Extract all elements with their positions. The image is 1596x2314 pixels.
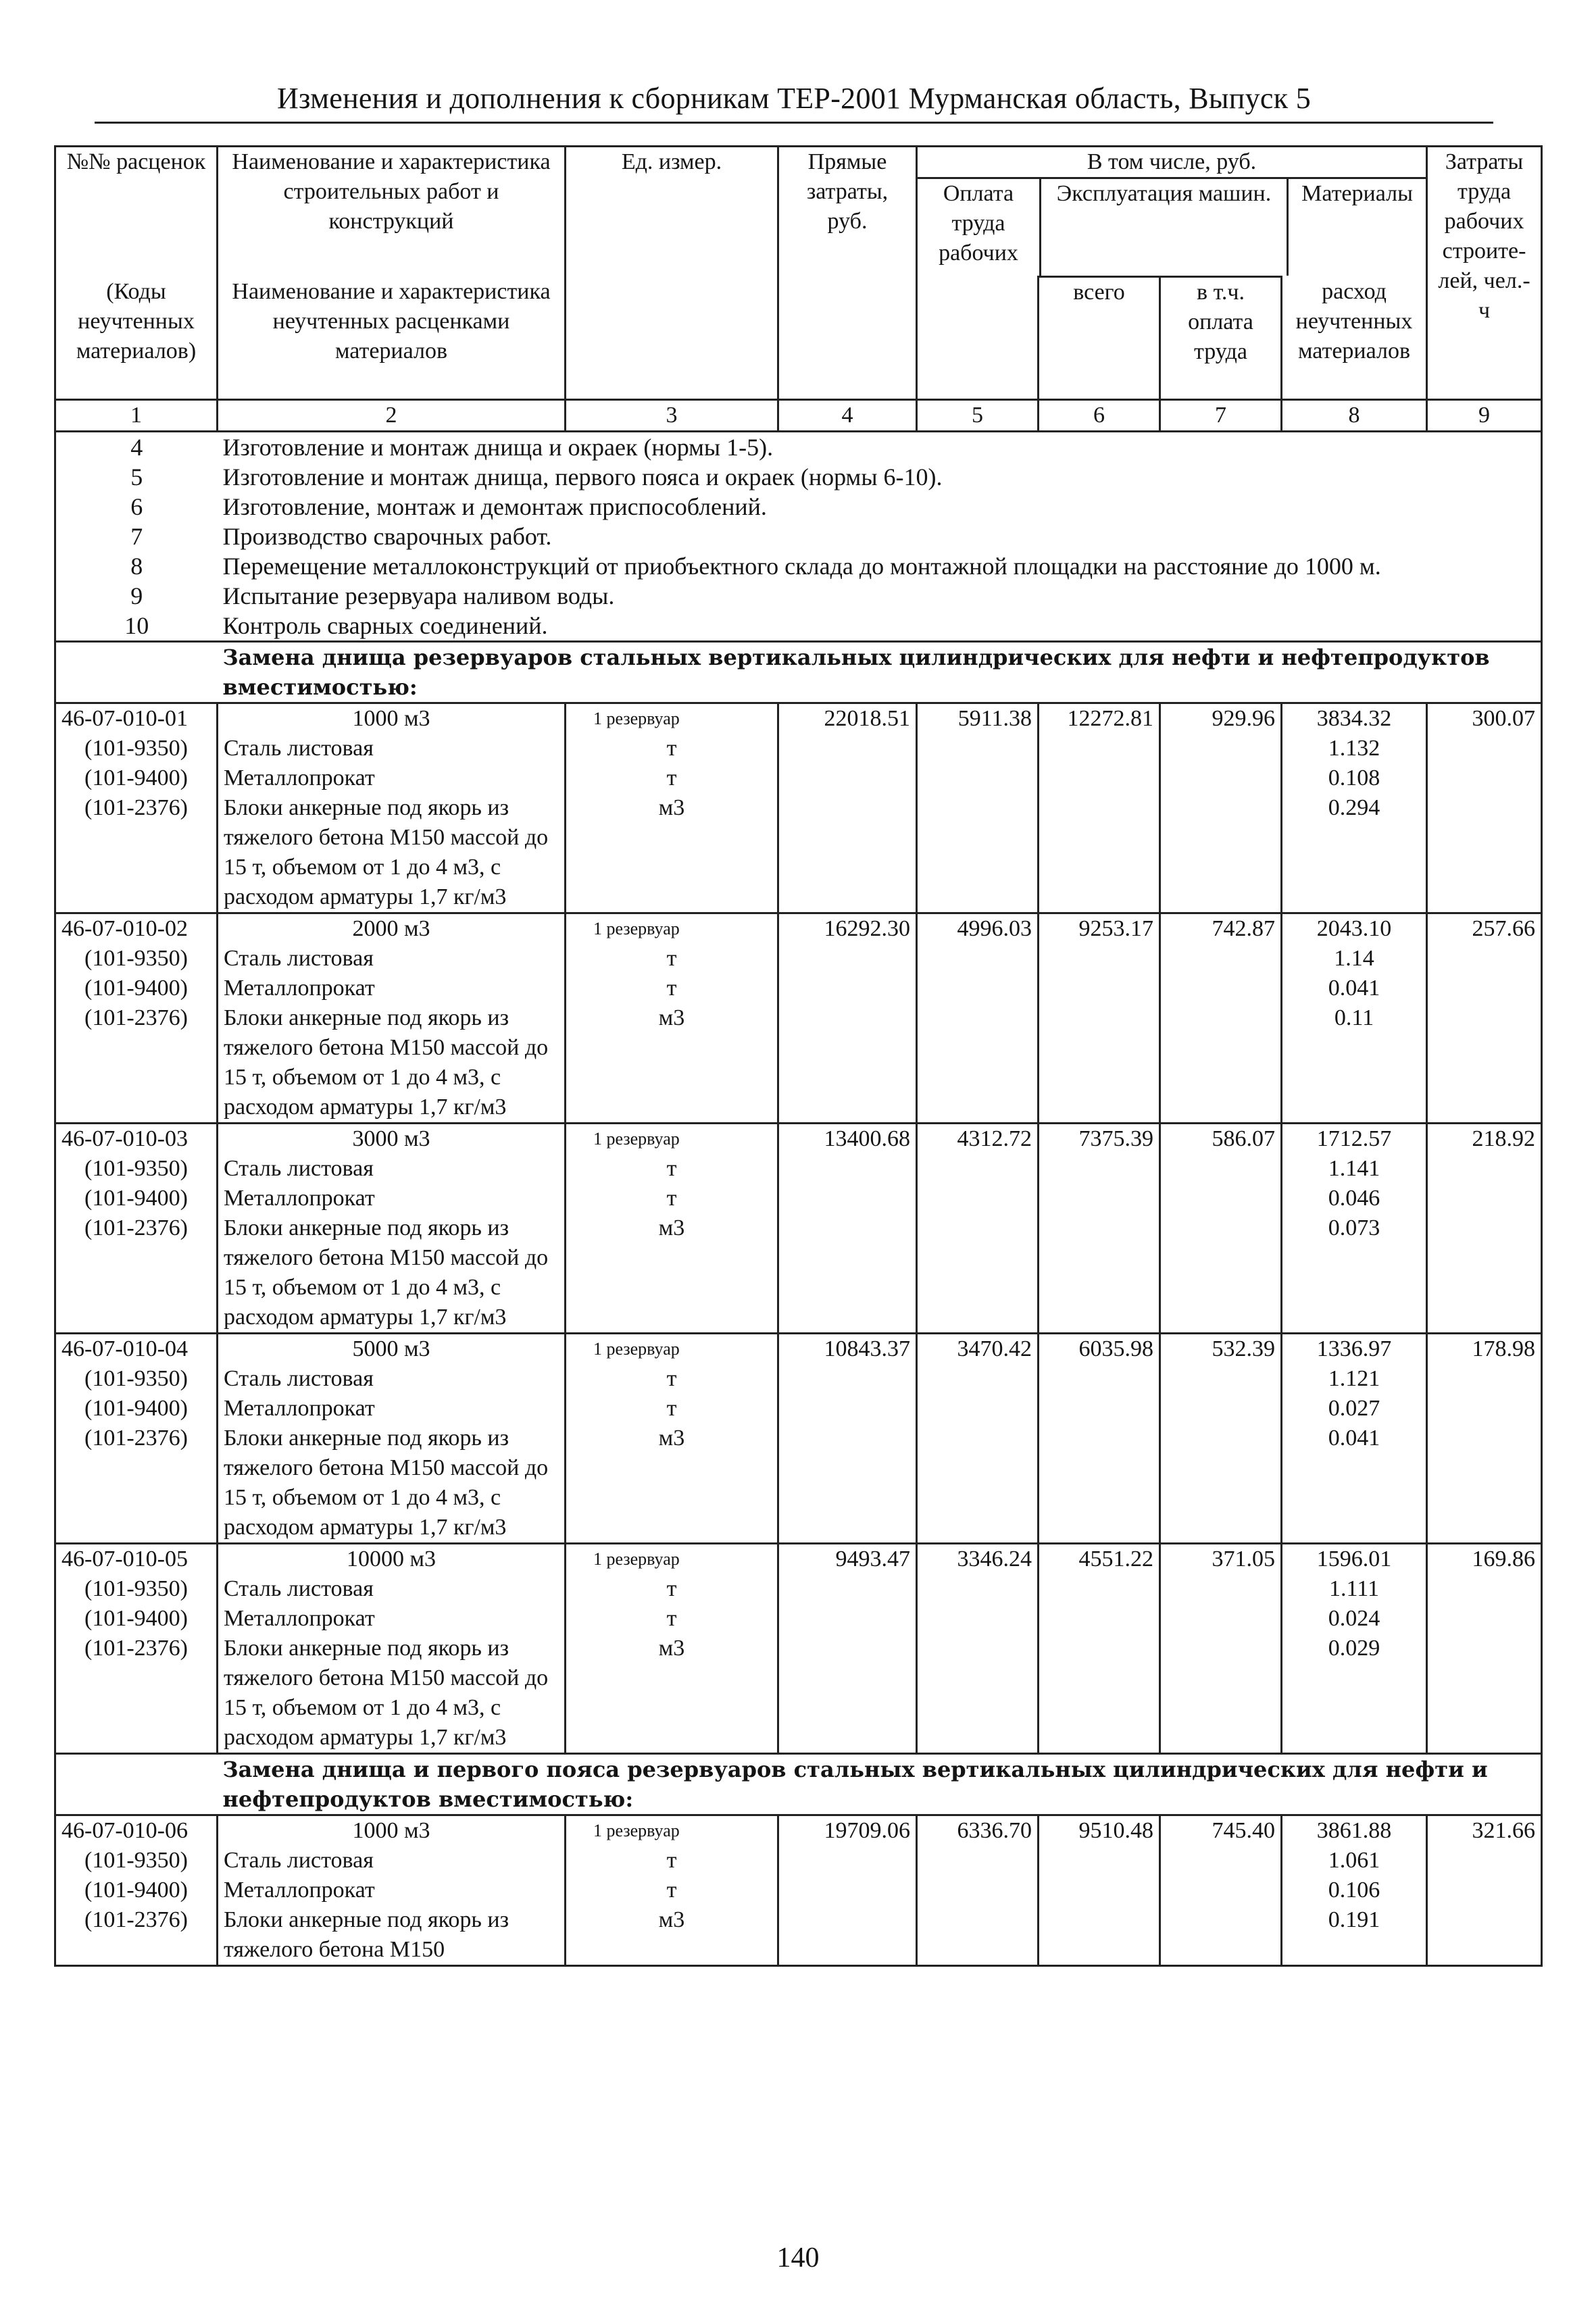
material-unit: м3 <box>566 1905 778 1966</box>
material-row <box>55 1213 1542 1334</box>
rate-machines-labor: 745.40 <box>1160 1815 1282 1846</box>
rate-unit: 1 резервуар <box>566 1123 778 1154</box>
material-qty: 0.027 <box>1282 1394 1427 1424</box>
empty-cell <box>778 1003 917 1124</box>
material-qty: 0.041 <box>1282 974 1427 1003</box>
empty-cell <box>917 734 1039 763</box>
col3-header: Ед. измер. <box>566 147 778 400</box>
rate-machines-labor: 742.87 <box>1160 913 1282 944</box>
note-number: 8 <box>55 551 218 581</box>
material-name: Сталь листовая <box>218 1364 566 1394</box>
material-name: Сталь листовая <box>218 1154 566 1184</box>
section-title: Замена днища и первого пояса резервуаров стальных вертикальных цилиндрических для нефти и нефтепродуктов вместимостью: <box>218 1753 1542 1815</box>
empty-cell <box>917 793 1039 913</box>
material-qty: 0.294 <box>1282 793 1427 913</box>
material-qty: 0.029 <box>1282 1634 1427 1754</box>
empty-cell <box>778 1364 917 1394</box>
material-qty: 0.041 <box>1282 1424 1427 1544</box>
col-number: 4 <box>778 399 917 431</box>
note-text: Перемещение металлоконструкций от приобъектного склада до монтажной площадки на расстояние до 1000 м. <box>218 551 1542 581</box>
material-unit: т <box>566 1574 778 1604</box>
col-number: 6 <box>1039 399 1160 431</box>
rate-materials: 1336.97 <box>1282 1333 1427 1364</box>
material-row <box>55 1003 1542 1124</box>
rate-row <box>55 1543 1542 1574</box>
col8-header-bottom: расход неучтенных материалов <box>1282 277 1427 400</box>
col6-group-header: Эксплуатация машин. <box>1041 179 1289 276</box>
rate-machines: 4551.22 <box>1039 1543 1160 1574</box>
note-row <box>55 522 1542 551</box>
rate-hours: 169.86 <box>1427 1543 1542 1574</box>
empty-cell <box>1427 944 1542 974</box>
empty-cell <box>1039 1213 1160 1334</box>
empty-cell <box>1039 1846 1160 1876</box>
page-number: 140 <box>776 2242 820 2273</box>
empty-cell <box>1160 1184 1282 1213</box>
material-qty: 0.11 <box>1282 1003 1427 1124</box>
material-row <box>55 1574 1542 1604</box>
material-row <box>55 1876 1542 1905</box>
material-unit: т <box>566 1394 778 1424</box>
empty-cell <box>1039 1003 1160 1124</box>
note-number: 5 <box>55 462 218 492</box>
material-code: (101-9350) <box>55 944 218 974</box>
col5-header: Оплата труда рабочих <box>918 179 1041 276</box>
material-qty: 0.108 <box>1282 763 1427 793</box>
material-row <box>55 1364 1542 1394</box>
empty-cell <box>778 1846 917 1876</box>
empty-cell <box>1160 1876 1282 1905</box>
col2-header-bottom: Наименование и характеристика неучтенных расценками материалов <box>218 277 566 400</box>
rate-code: 46-07-010-03 <box>55 1123 218 1154</box>
material-unit: т <box>566 1364 778 1394</box>
column-numbers-row <box>55 399 1542 431</box>
material-row <box>55 1905 1542 1966</box>
empty-cell <box>1160 793 1282 913</box>
empty-cell <box>1160 1213 1282 1334</box>
note-row <box>55 431 1542 462</box>
material-name: Сталь листовая <box>218 944 566 974</box>
col-number: 3 <box>566 399 778 431</box>
empty-cell <box>1039 1154 1160 1184</box>
empty-cell <box>917 763 1039 793</box>
material-code: (101-9350) <box>55 1846 218 1876</box>
empty-cell <box>1160 974 1282 1003</box>
material-qty: 1.121 <box>1282 1364 1427 1394</box>
col2-header-top: Наименование и характеристика строительных работ и конструкций <box>218 147 566 277</box>
rate-code: 46-07-010-05 <box>55 1543 218 1574</box>
material-qty: 0.106 <box>1282 1876 1427 1905</box>
empty-cell <box>1039 734 1160 763</box>
material-unit: т <box>566 1154 778 1184</box>
rate-direct: 22018.51 <box>778 703 917 734</box>
empty-cell <box>778 1574 917 1604</box>
empty-cell <box>778 1634 917 1754</box>
rate-labor: 6336.70 <box>917 1815 1039 1846</box>
note-number: 6 <box>55 492 218 522</box>
material-unit: м3 <box>566 1424 778 1544</box>
note-text: Изготовление и монтаж днища, первого пояса и окраек (нормы 6-10). <box>218 462 1542 492</box>
material-row <box>55 734 1542 763</box>
empty-cell <box>1160 1394 1282 1424</box>
rate-labor: 5911.38 <box>917 703 1039 734</box>
material-name: Блоки анкерные под якорь из тяжелого бетона М150 массой до 15 т, объемом от 1 до 4 м3, с расходом арматуры 1,7 кг/м3 <box>218 1634 566 1754</box>
rate-name: 1000 м3 <box>218 1815 566 1846</box>
col-number: 1 <box>55 399 218 431</box>
material-code: (101-9400) <box>55 1604 218 1634</box>
empty-cell <box>1427 1154 1542 1184</box>
empty-cell <box>1427 793 1542 913</box>
note-text: Производство сварочных работ. <box>218 522 1542 551</box>
rate-unit: 1 резервуар <box>566 1815 778 1846</box>
material-code: (101-9400) <box>55 763 218 793</box>
material-unit: м3 <box>566 793 778 913</box>
empty-cell <box>1427 1213 1542 1334</box>
section-title: Замена днища резервуаров стальных вертикальных цилиндрических для нефти и нефтепродуктов вместимостью: <box>218 641 1542 703</box>
rate-name: 10000 м3 <box>218 1543 566 1574</box>
rate-labor: 3346.24 <box>917 1543 1039 1574</box>
col1-header-bottom: (Коды неучтенных материалов) <box>55 277 218 400</box>
empty-cell <box>917 1003 1039 1124</box>
empty-cell <box>1427 1394 1542 1424</box>
empty-cell <box>1160 1846 1282 1876</box>
col5-header-spacer <box>917 277 1039 400</box>
col-number: 9 <box>1427 399 1542 431</box>
empty-cell <box>1427 1184 1542 1213</box>
empty-cell <box>1039 944 1160 974</box>
rate-materials: 3861.88 <box>1282 1815 1427 1846</box>
material-name: Блоки анкерные под якорь из тяжелого бетона М150 массой до 15 т, объемом от 1 до 4 м3, с расходом арматуры 1,7 кг/м3 <box>218 1213 566 1334</box>
rate-code: 46-07-010-01 <box>55 703 218 734</box>
material-unit: т <box>566 1604 778 1634</box>
empty-cell <box>1039 1394 1160 1424</box>
empty-cell <box>1039 1184 1160 1213</box>
section-spacer <box>55 641 218 703</box>
rate-name: 1000 м3 <box>218 703 566 734</box>
empty-cell <box>1427 1604 1542 1634</box>
note-text: Контроль сварных соединений. <box>218 611 1542 642</box>
material-row <box>55 1604 1542 1634</box>
rate-row <box>55 913 1542 944</box>
rate-name: 5000 м3 <box>218 1333 566 1364</box>
empty-cell <box>917 1424 1039 1544</box>
col-number: 2 <box>218 399 566 431</box>
col1-header-top: №№ расценок <box>55 147 218 277</box>
material-code: (101-9350) <box>55 734 218 763</box>
note-number: 4 <box>55 431 218 462</box>
material-code: (101-2376) <box>55 1003 218 1124</box>
rate-materials: 1596.01 <box>1282 1543 1427 1574</box>
material-code: (101-9350) <box>55 1364 218 1394</box>
empty-cell <box>917 944 1039 974</box>
section-heading-row <box>55 641 1542 703</box>
note-number: 9 <box>55 581 218 611</box>
material-unit: т <box>566 763 778 793</box>
empty-cell <box>1160 1634 1282 1754</box>
rate-machines: 9253.17 <box>1039 913 1160 944</box>
rate-row <box>55 1123 1542 1154</box>
rate-name: 3000 м3 <box>218 1123 566 1154</box>
title-rule <box>95 122 1493 124</box>
empty-cell <box>778 1154 917 1184</box>
rate-row <box>55 703 1542 734</box>
rate-hours: 218.92 <box>1427 1123 1542 1154</box>
rate-code: 46-07-010-06 <box>55 1815 218 1846</box>
empty-cell <box>917 974 1039 1003</box>
empty-cell <box>778 1876 917 1905</box>
empty-cell <box>917 1634 1039 1754</box>
empty-cell <box>1039 1424 1160 1544</box>
empty-cell <box>1427 1003 1542 1124</box>
empty-cell <box>778 1905 917 1966</box>
material-qty: 0.046 <box>1282 1184 1427 1213</box>
rate-direct: 10843.37 <box>778 1333 917 1364</box>
empty-cell <box>1039 1364 1160 1394</box>
material-name: Сталь листовая <box>218 1846 566 1876</box>
material-code: (101-9350) <box>55 1154 218 1184</box>
material-code: (101-2376) <box>55 1905 218 1966</box>
rate-machines-labor: 929.96 <box>1160 703 1282 734</box>
material-name: Металлопрокат <box>218 1876 566 1905</box>
empty-cell <box>1427 1424 1542 1544</box>
rate-materials: 2043.10 <box>1282 913 1427 944</box>
rates-table <box>54 145 1543 1967</box>
rate-direct: 9493.47 <box>778 1543 917 1574</box>
material-row <box>55 1424 1542 1544</box>
rate-machines-labor: 371.05 <box>1160 1543 1282 1574</box>
material-code: (101-2376) <box>55 1424 218 1544</box>
material-name: Металлопрокат <box>218 1184 566 1213</box>
material-qty: 1.132 <box>1282 734 1427 763</box>
empty-cell <box>1427 763 1542 793</box>
empty-cell <box>1039 1574 1160 1604</box>
note-row <box>55 551 1542 581</box>
empty-cell <box>917 1905 1039 1966</box>
empty-cell <box>917 1574 1039 1604</box>
rate-direct: 16292.30 <box>778 913 917 944</box>
material-qty: 0.073 <box>1282 1213 1427 1334</box>
empty-cell <box>1427 1364 1542 1394</box>
empty-cell <box>1160 1424 1282 1544</box>
empty-cell <box>1427 1634 1542 1754</box>
rate-unit: 1 резервуар <box>566 703 778 734</box>
rate-hours: 300.07 <box>1427 703 1542 734</box>
empty-cell <box>1039 793 1160 913</box>
section-spacer <box>55 1753 218 1815</box>
rate-hours: 257.66 <box>1427 913 1542 944</box>
empty-cell <box>1160 1003 1282 1124</box>
rate-direct: 13400.68 <box>778 1123 917 1154</box>
col-number: 8 <box>1282 399 1427 431</box>
material-name: Блоки анкерные под якорь из тяжелого бетона М150 <box>218 1905 566 1966</box>
material-row <box>55 1394 1542 1424</box>
material-unit: т <box>566 974 778 1003</box>
rate-code: 46-07-010-04 <box>55 1333 218 1364</box>
rate-machines: 12272.81 <box>1039 703 1160 734</box>
note-number: 10 <box>55 611 218 642</box>
empty-cell <box>917 1184 1039 1213</box>
rate-machines-labor: 532.39 <box>1160 1333 1282 1364</box>
rate-hours: 321.66 <box>1427 1815 1542 1846</box>
rate-name: 2000 м3 <box>218 913 566 944</box>
material-name: Металлопрокат <box>218 1394 566 1424</box>
material-row <box>55 793 1542 913</box>
empty-cell <box>1160 1364 1282 1394</box>
empty-cell <box>778 1213 917 1334</box>
note-row <box>55 611 1542 642</box>
empty-cell <box>778 734 917 763</box>
empty-cell <box>917 1604 1039 1634</box>
rate-hours: 178.98 <box>1427 1333 1542 1364</box>
document-title: Изменения и дополнения к сборникам ТЕР-2001 Мурманская область, Выпуск 5 <box>276 82 1312 115</box>
rate-machines: 6035.98 <box>1039 1333 1160 1364</box>
note-text: Изготовление и монтаж днища и окраек (нормы 1-5). <box>218 431 1542 462</box>
empty-cell <box>778 763 917 793</box>
rate-direct: 19709.06 <box>778 1815 917 1846</box>
material-row <box>55 1154 1542 1184</box>
rate-unit: 1 резервуар <box>566 913 778 944</box>
empty-cell <box>917 1154 1039 1184</box>
empty-cell <box>1427 734 1542 763</box>
material-name: Сталь листовая <box>218 1574 566 1604</box>
material-code: (101-9400) <box>55 974 218 1003</box>
empty-cell <box>778 974 917 1003</box>
rate-labor: 3470.42 <box>917 1333 1039 1364</box>
material-row <box>55 763 1542 793</box>
rate-code: 46-07-010-02 <box>55 913 218 944</box>
material-unit: т <box>566 1876 778 1905</box>
empty-cell <box>1427 1905 1542 1966</box>
empty-cell <box>778 793 917 913</box>
empty-cell <box>1427 1876 1542 1905</box>
material-row <box>55 1634 1542 1754</box>
empty-cell <box>917 1364 1039 1394</box>
material-unit: м3 <box>566 1213 778 1334</box>
note-row <box>55 581 1542 611</box>
empty-cell <box>778 1424 917 1544</box>
material-name: Сталь листовая <box>218 734 566 763</box>
empty-cell <box>917 1846 1039 1876</box>
material-unit: м3 <box>566 1003 778 1124</box>
empty-cell <box>917 1876 1039 1905</box>
col6-header: всего <box>1039 277 1160 400</box>
rate-row <box>55 1815 1542 1846</box>
material-unit: т <box>566 1846 778 1876</box>
material-name: Металлопрокат <box>218 763 566 793</box>
material-code: (101-2376) <box>55 793 218 913</box>
material-code: (101-2376) <box>55 1213 218 1334</box>
material-unit: т <box>566 944 778 974</box>
rate-materials: 3834.32 <box>1282 703 1427 734</box>
rate-machines: 7375.39 <box>1039 1123 1160 1154</box>
rate-materials: 1712.57 <box>1282 1123 1427 1154</box>
empty-cell <box>778 1394 917 1424</box>
material-name: Металлопрокат <box>218 1604 566 1634</box>
material-unit: т <box>566 734 778 763</box>
material-row <box>55 944 1542 974</box>
empty-cell <box>1427 1846 1542 1876</box>
empty-cell <box>1160 1574 1282 1604</box>
rate-unit: 1 резервуар <box>566 1543 778 1574</box>
material-qty: 0.191 <box>1282 1905 1427 1966</box>
group-header-label: В том числе, руб. <box>918 147 1426 179</box>
note-row <box>55 492 1542 522</box>
empty-cell <box>1039 1634 1160 1754</box>
empty-cell <box>1160 1604 1282 1634</box>
empty-cell <box>1039 974 1160 1003</box>
note-number: 7 <box>55 522 218 551</box>
empty-cell <box>1160 1905 1282 1966</box>
empty-cell <box>1039 1876 1160 1905</box>
material-code: (101-9400) <box>55 1876 218 1905</box>
empty-cell <box>1160 734 1282 763</box>
empty-cell <box>778 1184 917 1213</box>
col-number: 7 <box>1160 399 1282 431</box>
empty-cell <box>917 1394 1039 1424</box>
col8-header-top: Материалы <box>1301 181 1413 206</box>
rate-unit: 1 резервуар <box>566 1333 778 1364</box>
col-number: 5 <box>917 399 1039 431</box>
rate-row <box>55 1333 1542 1364</box>
empty-cell <box>917 1213 1039 1334</box>
rate-labor: 4312.72 <box>917 1123 1039 1154</box>
material-unit: м3 <box>566 1634 778 1754</box>
empty-cell <box>1039 1604 1160 1634</box>
material-code: (101-9350) <box>55 1574 218 1604</box>
material-qty: 1.141 <box>1282 1154 1427 1184</box>
empty-cell <box>1160 763 1282 793</box>
material-name: Металлопрокат <box>218 974 566 1003</box>
material-unit: т <box>566 1184 778 1213</box>
empty-cell <box>1160 1154 1282 1184</box>
empty-cell <box>1427 974 1542 1003</box>
col9-header: Затраты труда рабочих строите-лей, чел.-ч <box>1427 147 1542 400</box>
empty-cell <box>778 1604 917 1634</box>
empty-cell <box>1160 944 1282 974</box>
material-row <box>55 1184 1542 1213</box>
material-qty: 0.024 <box>1282 1604 1427 1634</box>
section-heading-row <box>55 1753 1542 1815</box>
empty-cell <box>1039 1905 1160 1966</box>
note-text: Изготовление, монтаж и демонтаж приспособлений. <box>218 492 1542 522</box>
material-qty: 1.14 <box>1282 944 1427 974</box>
rate-labor: 4996.03 <box>917 913 1039 944</box>
header-row-top <box>55 147 1542 277</box>
group-header <box>917 147 1427 277</box>
col7-header: в т.ч. оплата труда <box>1160 277 1282 400</box>
empty-cell <box>1039 763 1160 793</box>
rate-machines-labor: 586.07 <box>1160 1123 1282 1154</box>
material-name: Блоки анкерные под якорь из тяжелого бетона М150 массой до 15 т, объемом от 1 до 4 м3, с расходом арматуры 1,7 кг/м3 <box>218 793 566 913</box>
col4-header: Прямые затраты, руб. <box>778 147 917 400</box>
material-row <box>55 974 1542 1003</box>
material-row <box>55 1846 1542 1876</box>
empty-cell <box>778 944 917 974</box>
material-name: Блоки анкерные под якорь из тяжелого бетона М150 массой до 15 т, объемом от 1 до 4 м3, с расходом арматуры 1,7 кг/м3 <box>218 1003 566 1124</box>
note-row <box>55 462 1542 492</box>
rate-machines: 9510.48 <box>1039 1815 1160 1846</box>
material-qty: 1.111 <box>1282 1574 1427 1604</box>
material-qty: 1.061 <box>1282 1846 1427 1876</box>
note-text: Испытание резервуара наливом воды. <box>218 581 1542 611</box>
empty-cell <box>1427 1574 1542 1604</box>
material-name: Блоки анкерные под якорь из тяжелого бетона М150 массой до 15 т, объемом от 1 до 4 м3, с расходом арматуры 1,7 кг/м3 <box>218 1424 566 1544</box>
material-code: (101-9400) <box>55 1394 218 1424</box>
material-code: (101-9400) <box>55 1184 218 1213</box>
material-code: (101-2376) <box>55 1634 218 1754</box>
